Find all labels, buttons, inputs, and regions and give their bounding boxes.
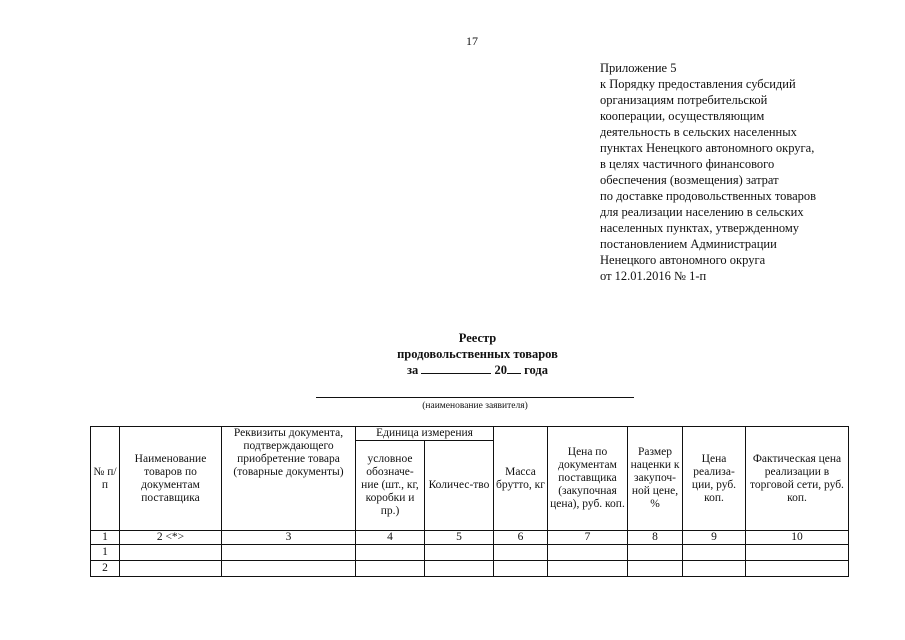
appendix-line: постановлением Администрации (600, 237, 777, 251)
table-cell[interactable] (120, 561, 222, 577)
table-cell[interactable] (425, 545, 494, 561)
appendix-line: в целях частичного финансового (600, 157, 775, 171)
table-cell[interactable] (356, 545, 425, 561)
column-number: 3 (222, 531, 356, 545)
header-unit-group: Единица измерения (356, 427, 494, 441)
header-num: № п/п (91, 427, 120, 531)
table-cell[interactable] (548, 561, 628, 577)
table-cell[interactable] (425, 561, 494, 577)
column-number: 4 (356, 531, 425, 545)
document-title (300, 330, 655, 378)
header-price-supplier: Цена по документам поставщика (закупочная цена), руб. коп. (548, 427, 628, 531)
table-cell[interactable] (746, 545, 849, 561)
table-row (91, 561, 849, 577)
table-cell[interactable] (628, 545, 683, 561)
column-number: 1 (91, 531, 120, 545)
header-unit-symbol: условное обозначе-ние (шт., кг, коробки и пр.) (356, 441, 425, 531)
title-year-suffix: года (524, 363, 548, 377)
header-price-actual: Фактическая цена реализации в торговой сети, руб. коп. (746, 427, 849, 531)
appendix-line: от 12.01.2016 № 1-п (600, 269, 707, 283)
appendix-line: организациям потребительской (600, 93, 768, 107)
title-line-2: продовольственных товаров (397, 347, 558, 361)
column-number: 2 <*> (120, 531, 222, 545)
table-cell[interactable] (222, 545, 356, 561)
table-row (91, 545, 849, 561)
title-line-1: Реестр (458, 331, 497, 345)
column-number: 7 (548, 531, 628, 545)
column-number: 8 (628, 531, 683, 545)
column-number: 6 (494, 531, 548, 545)
appendix-line: по доставке продовольственных товаров (600, 189, 817, 203)
appendix-line: Ненецкого автономного округа (600, 253, 766, 267)
appendix-line: деятельность в сельских населенных (600, 125, 797, 139)
table-cell[interactable] (494, 561, 548, 577)
appendix-line: населенных пунктах, утвержденному (600, 221, 800, 235)
appendix-line: к Порядку предоставления субсидий (600, 77, 796, 91)
period-blank-field[interactable] (421, 362, 491, 374)
column-number: 10 (746, 531, 849, 545)
header-name: Наименование товаров по документам поставщика (120, 427, 222, 531)
registry-table (90, 426, 849, 577)
table-cell[interactable] (746, 561, 849, 577)
column-number: 9 (683, 531, 746, 545)
row-number: 1 (91, 545, 120, 561)
appendix-line: для реализации населению в сельских (600, 205, 804, 219)
year-blank-field[interactable] (507, 362, 521, 374)
table-cell[interactable] (628, 561, 683, 577)
table-cell[interactable] (222, 561, 356, 577)
header-price-sale: Цена реализа-ции, руб. коп. (683, 427, 746, 531)
header-markup: Размер наценки к закупоч-ной цене, % (628, 427, 683, 531)
appendix-line: пунктах Ненецкого автономного округа, (600, 141, 815, 155)
table-cell[interactable] (356, 561, 425, 577)
header-mass: Масса брутто, кг (494, 427, 548, 531)
title-period-line (300, 362, 655, 378)
title-year-prefix: 20 (494, 363, 508, 377)
appendix-line: кооперации, осуществляющим (600, 109, 765, 123)
header-docs: Реквизиты документа, подтверждающего приобретение товара (товарные документы) (222, 427, 356, 531)
table-cell[interactable] (494, 545, 548, 561)
table-cell[interactable] (683, 561, 746, 577)
appendix-line: Приложение 5 (600, 61, 677, 75)
page-number: 17 (466, 34, 478, 48)
appendix-line: обеспечения (возмещения) затрат (600, 173, 779, 187)
applicant-caption: (наименование заявителя) (422, 401, 528, 411)
applicant-name-line[interactable] (316, 397, 634, 398)
table-cell[interactable] (120, 545, 222, 561)
title-za: за (407, 363, 419, 377)
header-quantity: Количес-тво (425, 441, 494, 531)
table-cell[interactable] (683, 545, 746, 561)
appendix-block (600, 60, 900, 284)
column-number: 5 (425, 531, 494, 545)
table-cell[interactable] (548, 545, 628, 561)
row-number: 2 (91, 561, 120, 577)
column-numbers-row (91, 531, 849, 545)
